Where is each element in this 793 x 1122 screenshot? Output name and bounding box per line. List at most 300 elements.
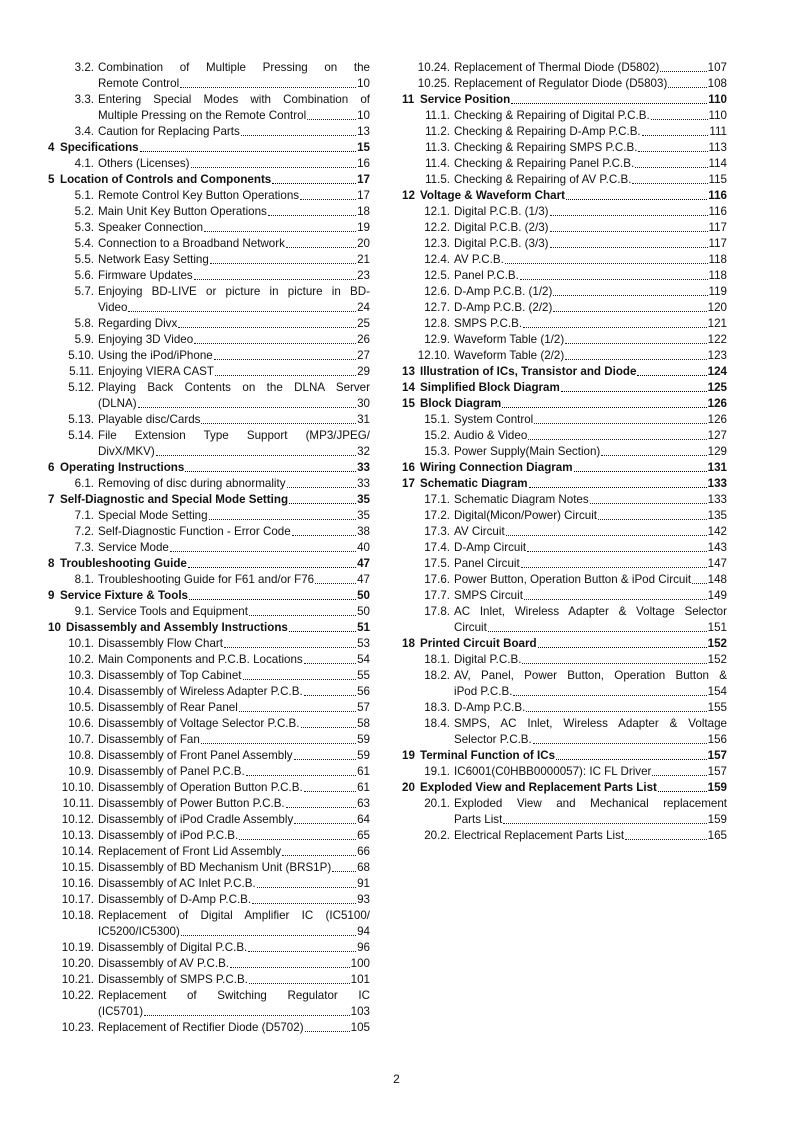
toc-subsection[interactable] bbox=[48, 572, 370, 588]
toc-title-line bbox=[98, 156, 370, 172]
toc-entry-body bbox=[454, 492, 727, 508]
toc-title-line bbox=[98, 812, 370, 828]
toc-number: 16 bbox=[402, 461, 415, 474]
toc-title-text: Schematic Diagram Notes bbox=[454, 493, 589, 506]
toc-number: 20.2. bbox=[424, 829, 450, 842]
toc-subsection[interactable] bbox=[402, 428, 727, 444]
toc-title-line bbox=[98, 860, 370, 876]
dot-leader bbox=[272, 183, 356, 184]
toc-title-line bbox=[420, 748, 727, 764]
toc-entry-body bbox=[98, 380, 370, 412]
toc-entry-body bbox=[454, 332, 727, 348]
toc-subsection[interactable] bbox=[48, 940, 370, 956]
toc-page-number: 57 bbox=[357, 701, 370, 714]
toc-title-line bbox=[98, 188, 370, 204]
dot-leader bbox=[201, 423, 356, 424]
toc-subsection[interactable] bbox=[402, 108, 727, 124]
toc-number: 10.16. bbox=[61, 877, 94, 890]
toc-subsection[interactable] bbox=[402, 300, 727, 316]
dot-leader bbox=[304, 663, 356, 664]
toc-subsection[interactable] bbox=[48, 684, 370, 700]
toc-section[interactable] bbox=[402, 476, 727, 492]
toc-number: 17.8. bbox=[424, 605, 450, 618]
toc-title-text: Remote Control Key Button Operations bbox=[98, 189, 300, 202]
dot-leader bbox=[292, 535, 356, 536]
toc-title-line bbox=[98, 524, 370, 540]
toc-subsection[interactable] bbox=[48, 748, 370, 764]
toc-subsection[interactable] bbox=[402, 668, 727, 700]
toc-entry-body bbox=[98, 60, 370, 92]
toc-subsection[interactable] bbox=[402, 508, 727, 524]
dot-leader bbox=[553, 311, 706, 312]
toc-number: 8.1. bbox=[74, 573, 94, 586]
toc-section[interactable] bbox=[48, 172, 370, 188]
toc-subsection[interactable] bbox=[48, 796, 370, 812]
toc-number: 20 bbox=[402, 781, 415, 794]
toc-subsection[interactable] bbox=[402, 652, 727, 668]
dot-leader bbox=[502, 407, 706, 408]
toc-number: 5.6. bbox=[74, 269, 94, 282]
toc-entry-body bbox=[454, 316, 727, 332]
toc-page-number: 118 bbox=[708, 253, 727, 266]
toc-entry-body bbox=[454, 252, 727, 268]
toc-page-number: 27 bbox=[357, 349, 370, 362]
toc-entry-body bbox=[454, 716, 727, 748]
toc-entry-body bbox=[98, 1020, 370, 1036]
toc-title-text: Disassembly of iPod Cradle Assembly bbox=[98, 813, 294, 826]
toc-section[interactable] bbox=[48, 492, 370, 508]
toc-number: 12.1. bbox=[424, 205, 450, 218]
toc-subsection[interactable] bbox=[48, 988, 370, 1020]
toc-number: 4 bbox=[48, 141, 55, 154]
toc-subsection[interactable] bbox=[402, 556, 727, 572]
toc-title-line bbox=[454, 108, 727, 124]
toc-title-text: Service Position bbox=[420, 93, 511, 106]
toc-entry-body bbox=[420, 92, 727, 108]
dot-leader bbox=[246, 775, 356, 776]
toc-entry-body bbox=[60, 492, 370, 508]
toc-page-number: 108 bbox=[707, 77, 727, 90]
toc-number: 17.3. bbox=[424, 525, 450, 538]
dot-leader bbox=[301, 727, 357, 728]
toc-subsection[interactable] bbox=[48, 732, 370, 748]
dot-leader bbox=[565, 359, 706, 360]
toc-entry-body bbox=[420, 460, 727, 476]
toc-subsection[interactable] bbox=[48, 972, 370, 988]
toc-entry-body bbox=[454, 124, 727, 140]
toc-title-text: Disassembly of D-Amp P.C.B. bbox=[98, 893, 252, 906]
toc-section[interactable] bbox=[402, 92, 727, 108]
toc-title-text: Caution for Replacing Parts bbox=[98, 125, 240, 138]
toc-page-number: 59 bbox=[357, 733, 370, 746]
toc-number: 5.14. bbox=[68, 429, 94, 442]
toc-subsection[interactable] bbox=[48, 220, 370, 236]
toc-section[interactable] bbox=[48, 556, 370, 572]
toc-section[interactable] bbox=[402, 188, 727, 204]
toc-title-line bbox=[98, 924, 370, 940]
toc-section[interactable] bbox=[48, 140, 370, 156]
toc-entry-body bbox=[98, 780, 370, 796]
toc-subsection[interactable] bbox=[402, 140, 727, 156]
toc-subsection[interactable] bbox=[48, 1020, 370, 1036]
toc-subsection[interactable] bbox=[402, 76, 727, 92]
toc-title-line bbox=[454, 700, 727, 716]
toc-number: 11.4. bbox=[425, 157, 450, 170]
toc-subsection[interactable] bbox=[402, 572, 727, 588]
toc-title-text: Troubleshooting Guide bbox=[60, 557, 187, 570]
toc-entry-body bbox=[454, 796, 727, 828]
toc-title-line bbox=[98, 396, 370, 412]
toc-title-line bbox=[98, 92, 370, 108]
toc-title-text: D-Amp P.C.B. (1/2) bbox=[454, 285, 553, 298]
toc-number: 5.9. bbox=[74, 333, 94, 346]
toc-section[interactable] bbox=[402, 636, 727, 652]
toc-subsection[interactable] bbox=[402, 236, 727, 252]
toc-subsection[interactable] bbox=[48, 908, 370, 940]
toc-number: 12 bbox=[402, 189, 415, 202]
toc-subsection[interactable] bbox=[48, 524, 370, 540]
toc-entry-body bbox=[98, 828, 370, 844]
toc-number: 10.20. bbox=[61, 957, 94, 970]
dot-leader bbox=[215, 375, 356, 376]
dot-leader bbox=[315, 583, 356, 584]
toc-entry-body bbox=[454, 764, 727, 780]
toc-title-line bbox=[98, 892, 370, 908]
toc-number: 12.4. bbox=[424, 253, 450, 266]
toc-section[interactable] bbox=[402, 780, 727, 796]
toc-subsection[interactable] bbox=[402, 268, 727, 284]
toc-page-number: 154 bbox=[707, 685, 727, 698]
toc-entry-body bbox=[98, 908, 370, 940]
toc-title-text: Disassembly of Panel P.C.B. bbox=[98, 765, 245, 778]
toc-title-line bbox=[60, 172, 370, 188]
toc-title-text: (DLNA) bbox=[98, 397, 137, 410]
toc-subsection[interactable] bbox=[48, 124, 370, 140]
toc-subsection[interactable] bbox=[402, 588, 727, 604]
toc-title-text: Disassembly of Power Button P.C.B. bbox=[98, 797, 285, 810]
toc-number: 17.7. bbox=[424, 589, 450, 602]
toc-title-line bbox=[98, 844, 370, 860]
toc-page-number: 33 bbox=[357, 461, 370, 474]
toc-title-line bbox=[454, 444, 727, 460]
dot-leader bbox=[553, 295, 707, 296]
toc-subsection[interactable] bbox=[48, 204, 370, 220]
toc-subsection[interactable] bbox=[48, 892, 370, 908]
toc-number: 15.1. bbox=[424, 413, 450, 426]
toc-subsection[interactable] bbox=[48, 636, 370, 652]
toc-subsection[interactable] bbox=[48, 812, 370, 828]
toc-page-number: 117 bbox=[708, 221, 727, 234]
toc-subsection[interactable] bbox=[48, 956, 370, 972]
toc-section[interactable] bbox=[402, 380, 727, 396]
toc-number: 13 bbox=[402, 365, 415, 378]
toc-number: 11.5. bbox=[425, 173, 450, 186]
toc-number: 5.7. bbox=[74, 285, 94, 298]
dot-leader bbox=[300, 199, 356, 200]
dot-leader bbox=[185, 471, 356, 472]
toc-title-text: DivX/MKV) bbox=[98, 445, 155, 458]
toc-number: 15 bbox=[402, 397, 415, 410]
dot-leader bbox=[511, 103, 707, 104]
toc-entry-body bbox=[454, 828, 727, 844]
toc-subsection[interactable] bbox=[48, 60, 370, 92]
toc-section[interactable] bbox=[48, 620, 370, 636]
toc-title-text: Disassembly of Wireless Adapter P.C.B. bbox=[98, 685, 303, 698]
toc-title-line bbox=[98, 508, 370, 524]
toc-number: 15.3. bbox=[424, 445, 450, 458]
toc-entry-body bbox=[98, 268, 370, 284]
toc-subsection[interactable] bbox=[48, 604, 370, 620]
toc-entry-body bbox=[98, 876, 370, 892]
toc-entry-body bbox=[454, 652, 727, 668]
dot-leader bbox=[140, 151, 356, 152]
toc-entry-body bbox=[98, 796, 370, 812]
toc-title-text: Self-Diagnostic and Special Mode Setting bbox=[60, 493, 289, 506]
toc-number: 18.2. bbox=[424, 669, 450, 682]
toc-entry-body bbox=[98, 668, 370, 684]
dot-leader bbox=[332, 871, 356, 872]
toc-title-text: Panel Circuit bbox=[454, 557, 520, 570]
toc-title-line bbox=[98, 428, 370, 444]
toc-subsection[interactable] bbox=[402, 540, 727, 556]
toc-subsection[interactable] bbox=[48, 508, 370, 524]
toc-number: 5.2. bbox=[74, 205, 94, 218]
toc-page-number: 26 bbox=[357, 333, 370, 346]
toc-subsection[interactable] bbox=[402, 220, 727, 236]
toc-subsection[interactable] bbox=[48, 188, 370, 204]
toc-title-line bbox=[66, 620, 370, 636]
toc-title-text: Playable disc/Cards bbox=[98, 413, 201, 426]
toc-page-number: 157 bbox=[707, 765, 727, 778]
toc-section[interactable] bbox=[402, 364, 727, 380]
toc-subsection[interactable] bbox=[48, 284, 370, 316]
toc-subsection[interactable] bbox=[402, 444, 727, 460]
toc-title-line bbox=[98, 572, 370, 588]
toc-subsection[interactable] bbox=[402, 252, 727, 268]
toc-entry-body bbox=[420, 636, 727, 652]
toc-page-number: 51 bbox=[357, 621, 370, 634]
toc-subsection[interactable] bbox=[402, 332, 727, 348]
toc-title-text: Disassembly of Front Panel Assembly bbox=[98, 749, 293, 762]
toc-entry-body bbox=[98, 652, 370, 668]
toc-number: 7.1. bbox=[74, 509, 94, 522]
dot-leader bbox=[249, 983, 350, 984]
toc-page-number: 156 bbox=[707, 733, 727, 746]
toc-title-text: Main Unit Key Button Operations bbox=[98, 205, 267, 218]
toc-title-text: Printed Circuit Board bbox=[420, 637, 537, 650]
toc-subsection[interactable] bbox=[402, 796, 727, 828]
toc-number: 7.2. bbox=[74, 525, 94, 538]
dot-leader bbox=[503, 823, 706, 824]
toc-section[interactable] bbox=[402, 396, 727, 412]
toc-number: 10.1. bbox=[68, 637, 94, 650]
toc-number: 6.1. bbox=[74, 477, 94, 490]
toc-subsection[interactable] bbox=[48, 668, 370, 684]
toc-section[interactable] bbox=[402, 748, 727, 764]
toc-title-line bbox=[98, 940, 370, 956]
toc-title-text: Exploded View and Replacement Parts List bbox=[420, 781, 657, 794]
toc-subsection[interactable] bbox=[402, 764, 727, 780]
toc-subsection[interactable] bbox=[48, 92, 370, 124]
toc-subsection[interactable] bbox=[402, 124, 727, 140]
toc-title-text: Checking & Repairing SMPS P.C.B. bbox=[454, 141, 638, 154]
toc-subsection[interactable] bbox=[48, 764, 370, 780]
toc-subsection[interactable] bbox=[48, 332, 370, 348]
dot-leader bbox=[144, 1015, 350, 1016]
toc-entry-body bbox=[98, 156, 370, 172]
toc-entry-body bbox=[98, 348, 370, 364]
toc-page-number: 131 bbox=[707, 461, 727, 474]
toc-subsection[interactable] bbox=[48, 828, 370, 844]
toc-subsection[interactable] bbox=[402, 412, 727, 428]
toc-subsection[interactable] bbox=[402, 204, 727, 220]
toc-title-line bbox=[98, 908, 370, 924]
toc-number: 10.9. bbox=[68, 765, 94, 778]
toc-subsection[interactable] bbox=[48, 652, 370, 668]
dot-leader bbox=[178, 327, 356, 328]
toc-entry-body bbox=[98, 956, 370, 972]
toc-number: 10 bbox=[48, 621, 61, 634]
toc-title-text: Service Mode bbox=[98, 541, 169, 554]
toc-subsection[interactable] bbox=[48, 268, 370, 284]
toc-entry-body bbox=[60, 556, 370, 572]
toc-subsection[interactable] bbox=[48, 364, 370, 380]
toc-number: 8 bbox=[48, 557, 55, 570]
dot-leader bbox=[249, 615, 356, 616]
dot-leader bbox=[520, 279, 708, 280]
toc-subsection[interactable] bbox=[402, 604, 727, 636]
toc-title-line bbox=[454, 828, 727, 844]
toc-number: 4.1. bbox=[74, 157, 94, 170]
toc-title-line bbox=[454, 604, 727, 620]
toc-title-text: Main Components and P.C.B. Locations bbox=[98, 653, 303, 666]
toc-title-line bbox=[98, 348, 370, 364]
toc-page-number: 13 bbox=[357, 125, 370, 138]
toc-subsection[interactable] bbox=[48, 716, 370, 732]
toc-title-text: Digital P.C.B. (3/3) bbox=[454, 237, 549, 250]
toc-title-line bbox=[98, 748, 370, 764]
toc-page-number: 152 bbox=[707, 653, 727, 666]
toc-number: 5.8. bbox=[74, 317, 94, 330]
toc-subsection[interactable] bbox=[48, 316, 370, 332]
toc-entry-body bbox=[420, 380, 727, 396]
toc-title-line bbox=[454, 556, 727, 572]
toc-page-number: 105 bbox=[350, 1021, 370, 1034]
toc-title-line bbox=[98, 716, 370, 732]
toc-page-number: 147 bbox=[707, 557, 727, 570]
toc-subsection[interactable] bbox=[48, 252, 370, 268]
toc-subsection[interactable] bbox=[402, 156, 727, 172]
toc-title-line bbox=[454, 764, 727, 780]
dot-leader bbox=[526, 711, 706, 712]
toc-page-number: 117 bbox=[708, 237, 727, 250]
toc-title-text: Video bbox=[98, 301, 128, 314]
dot-leader bbox=[601, 455, 706, 456]
toc-subsection[interactable] bbox=[48, 844, 370, 860]
toc-title-line bbox=[454, 60, 727, 76]
toc-title-text: Regarding Divx bbox=[98, 317, 178, 330]
toc-subsection[interactable] bbox=[402, 60, 727, 76]
toc-section[interactable] bbox=[48, 588, 370, 604]
toc-title-line bbox=[98, 828, 370, 844]
toc-title-line bbox=[60, 588, 370, 604]
toc-number: 10.22. bbox=[61, 989, 94, 1002]
dot-leader bbox=[257, 887, 356, 888]
toc-subsection[interactable] bbox=[402, 492, 727, 508]
toc-subsection[interactable] bbox=[402, 284, 727, 300]
toc-page-number: 56 bbox=[357, 685, 370, 698]
toc-number: 10.13. bbox=[61, 829, 94, 842]
toc-subsection[interactable] bbox=[402, 828, 727, 844]
toc-entry-body bbox=[454, 556, 727, 572]
toc-page-number: 17 bbox=[357, 189, 370, 202]
dot-leader bbox=[294, 759, 357, 760]
toc-section[interactable] bbox=[48, 460, 370, 476]
toc-subsection[interactable] bbox=[48, 860, 370, 876]
toc-subsection[interactable] bbox=[48, 700, 370, 716]
toc-entry-body bbox=[454, 140, 727, 156]
toc-title-line bbox=[98, 988, 370, 1004]
toc-number: 10.14. bbox=[61, 845, 94, 858]
toc-title-line bbox=[98, 220, 370, 236]
toc-title-text: Disassembly and Assembly Instructions bbox=[66, 621, 288, 634]
toc-number: 19 bbox=[402, 749, 415, 762]
toc-subsection[interactable] bbox=[48, 428, 370, 460]
toc-title-text: Power Supply(Main Section) bbox=[454, 445, 601, 458]
toc-subsection[interactable] bbox=[48, 236, 370, 252]
toc-title-text: Service Fixture & Tools bbox=[60, 589, 189, 602]
toc-title-line bbox=[98, 268, 370, 284]
toc-entry-body bbox=[60, 460, 370, 476]
toc-subsection[interactable] bbox=[48, 876, 370, 892]
toc-subsection[interactable] bbox=[48, 156, 370, 172]
toc-entry-body bbox=[454, 76, 727, 92]
toc-section[interactable] bbox=[402, 460, 727, 476]
toc-subsection[interactable] bbox=[402, 524, 727, 540]
toc-subsection[interactable] bbox=[402, 716, 727, 748]
dot-leader bbox=[550, 215, 708, 216]
dot-leader bbox=[181, 935, 356, 936]
toc-subsection[interactable] bbox=[402, 348, 727, 364]
toc-subsection[interactable] bbox=[48, 476, 370, 492]
toc-subsection[interactable] bbox=[48, 780, 370, 796]
toc-subsection[interactable] bbox=[402, 700, 727, 716]
toc-title-line bbox=[98, 700, 370, 716]
dot-leader bbox=[533, 743, 707, 744]
dot-leader bbox=[156, 455, 356, 456]
toc-subsection[interactable] bbox=[48, 412, 370, 428]
dot-leader bbox=[138, 407, 356, 408]
toc-subsection[interactable] bbox=[48, 348, 370, 364]
toc-entry-body bbox=[98, 988, 370, 1020]
toc-title-line bbox=[420, 188, 727, 204]
toc-title-text: System Control bbox=[454, 413, 534, 426]
toc-subsection[interactable] bbox=[402, 316, 727, 332]
toc-number: 12.3. bbox=[424, 237, 450, 250]
toc-title-line bbox=[454, 524, 727, 540]
toc-page-number: 38 bbox=[357, 525, 370, 538]
dot-leader bbox=[294, 823, 356, 824]
toc-subsection[interactable] bbox=[48, 540, 370, 556]
toc-title-text: Others (Licenses) bbox=[98, 157, 190, 170]
toc-subsection[interactable] bbox=[402, 172, 727, 188]
toc-page-number: 111 bbox=[709, 125, 727, 138]
toc-title-text: Remote Control bbox=[98, 77, 180, 90]
toc-title-text: Disassembly of iPod P.C.B. bbox=[98, 829, 239, 842]
toc-title-line bbox=[98, 876, 370, 892]
toc-subsection[interactable] bbox=[48, 380, 370, 412]
toc-title-text: D-Amp Circuit bbox=[454, 541, 527, 554]
